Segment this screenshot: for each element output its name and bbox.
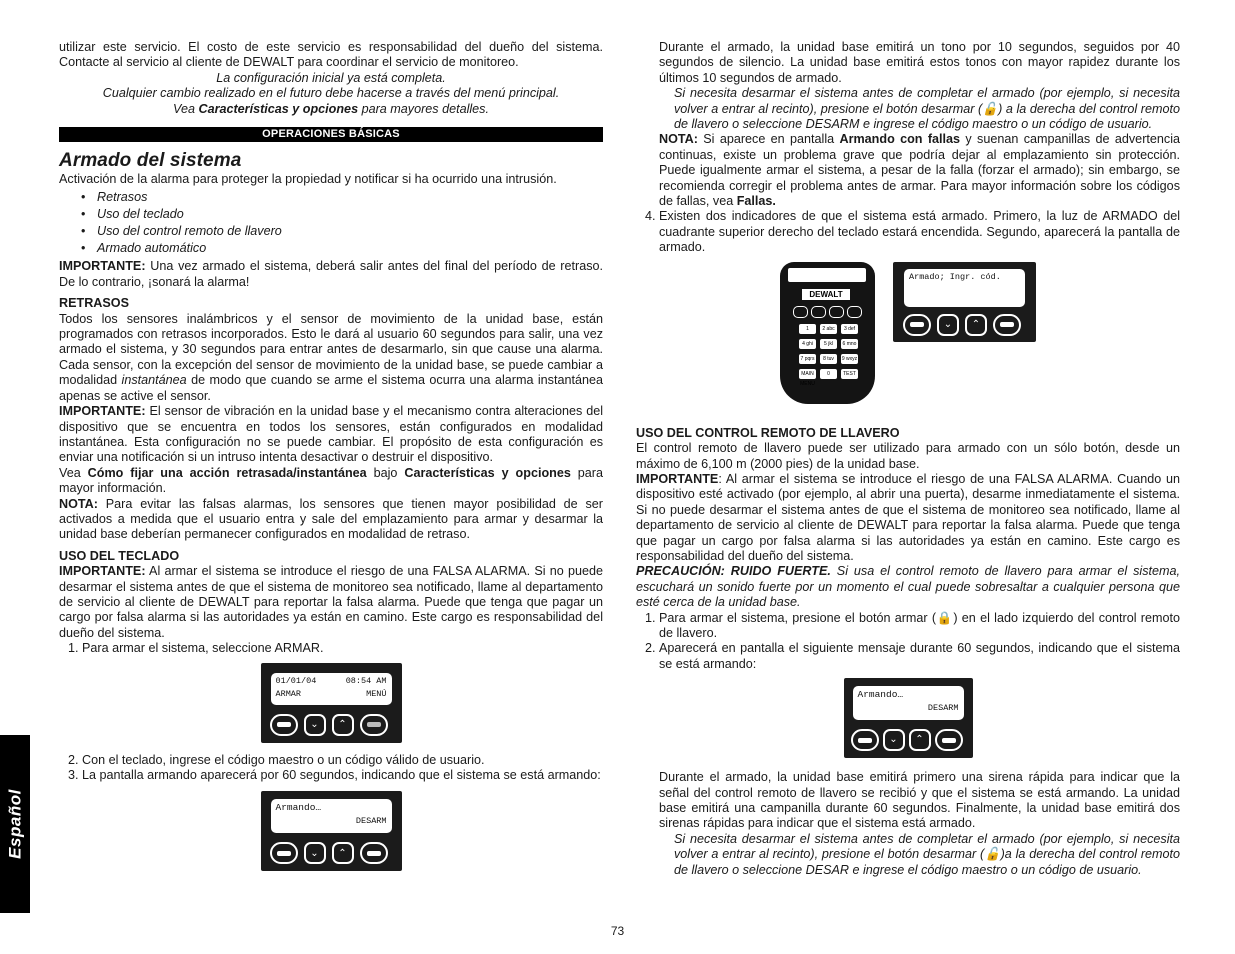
right-softkey-button[interactable]: [993, 314, 1021, 336]
chevron-up-icon: ⌃: [338, 847, 347, 859]
retrasos-heading: RETRASOS: [59, 296, 129, 311]
up-arrow-button[interactable]: [909, 729, 931, 751]
lock-closed-icon: 🔒: [936, 610, 954, 625]
language-side-tab: Español: [0, 735, 30, 913]
lcd-display-armar: [261, 663, 402, 743]
keypad-nav-button[interactable]: [793, 306, 808, 318]
lock-icon: 🔓: [984, 847, 1001, 862]
list-item: • Armado automático: [97, 240, 603, 257]
keypad-screen: [788, 268, 866, 282]
keypad-key[interactable]: MAIN MENU: [800, 370, 815, 387]
keypad-nav-button[interactable]: [811, 306, 826, 318]
keypad-device: [780, 262, 875, 404]
intro-paragraph: utilizar este servicio. El costo de este servicio es responsabilidad del dueño del sistema. Contacte al servicio al cliente de DEWALT para coordinar el servicio de monitoreo.: [59, 40, 603, 70]
bullet-list: [59, 189, 603, 257]
caution-loud-noise: PRECAUCIÓN: RUIDO FUERTE. Si usa el control remoto de llavero para armar el sistema, escuchará un sonido fuerte por un momento el cual puede sobresaltar a cualquier persona que esté cerca de la unidad base.: [636, 564, 1180, 610]
keypad-steps: [59, 641, 603, 656]
section-bar: OPERACIONES BÁSICAS: [59, 127, 603, 142]
lcd-screen: Armado; Ingr. cód.: [904, 269, 1025, 307]
keypad-keys: [799, 324, 858, 387]
chevron-down-icon: ⌄: [943, 318, 953, 330]
see-delay-config: Vea Cómo fijar una acción retrasada/instantánea bajo Características y opciones para mayor información.: [59, 465, 603, 496]
keypad-key[interactable]: TEST: [841, 369, 858, 379]
right-column: [636, 40, 1180, 878]
list-item: • Uso del control remoto de llavero: [97, 223, 603, 240]
keypad-key[interactable]: 5 jkl: [820, 339, 837, 349]
lcd-menu-label: MENÚ: [366, 688, 387, 699]
down-arrow-button[interactable]: [304, 714, 326, 736]
chevron-down-icon: ⌄: [310, 847, 319, 859]
step-4: 4. Existen dos indicadores de que el sistema está armado. Primero, la luz de ARMADO del cuadrante superior derecho del teclado estará encendida. Segundo, aparecerá la pantalla de armado.: [659, 209, 1180, 255]
activation-text: Activación de la alarma para proteger la propiedad y notificar si ha ocurrido una intrusión.: [59, 172, 557, 187]
chevron-up-icon: ⌃: [915, 734, 924, 746]
left-softkey-button[interactable]: [903, 314, 931, 336]
down-arrow-button[interactable]: [883, 729, 905, 751]
keypad-key[interactable]: 8 tuv: [820, 354, 837, 364]
keypad-key[interactable]: 6 mno: [842, 340, 857, 347]
list-item: • Uso del teclado: [97, 206, 603, 223]
step-3: 3. La pantalla armando aparecerá por 60 segundos, indicando que el sistema se está armando:: [82, 768, 603, 783]
left-softkey-button[interactable]: [270, 714, 298, 736]
lcd-screen: 01/01/04 08:54 AM ARMAR MENÚ: [271, 673, 392, 705]
right-softkey-button[interactable]: [935, 729, 963, 751]
important-exit: IMPORTANTE: Una vez armado el sistema, deberá salir antes del final del período de retraso. De lo contrario, ¡sonará la alarma!: [59, 259, 603, 289]
dewalt-logo: DEWALT: [802, 289, 850, 300]
list-item: • Retrasos: [97, 189, 603, 206]
keypad-key[interactable]: 3 def: [841, 324, 858, 334]
lcd-screen: Armando… DESARM: [853, 686, 964, 720]
config-done: La configuración inicial ya está completa.: [216, 70, 446, 85]
config-change: Cualquier cambio realizado en el futuro debe hacerse a través del menú principal.: [102, 86, 560, 101]
teclado-heading: USO DEL TECLADO: [59, 548, 180, 563]
keypad-steps-continued: [59, 753, 603, 784]
siren-text: Durante el armado, la unidad base emitirá primero una sirena rápida para indicar que la señal del control remoto de llavero se recibió y que el sistema se está armando. La unidad base emitirá una campanilla durante 60 segundos. Finalmente, la unidad base emitirá dos sirenas rápidas para indicar que el sistema está armado.: [659, 770, 1180, 831]
note-false-alarms: NOTA: Para evitar las falsas alarmas, los sensores que tienen mayor posibilidad de ser activados a medida que el usuario entra y sale del emplazamiento para armar y desarmar la unidad base deberían permanecer configurados en modalidad de retraso.: [59, 496, 603, 542]
remote-heading: USO DEL CONTROL REMOTO DE LLAVERO: [636, 425, 900, 440]
chevron-up-icon: ⌃: [971, 318, 981, 330]
right-softkey-button[interactable]: [360, 714, 388, 736]
disarm-note-2: Si necesita desarmar el sistema antes de completar el armado (por ejemplo, si necesita volver a entrar al recinto), presione el botón desarmar (🔓)a la derecha del control remoto de llavero o seleccione DESAR e ingrese el código maestro o un código de usuario.: [674, 831, 1181, 877]
up-arrow-button[interactable]: [332, 714, 354, 736]
chevron-down-icon: ⌄: [889, 734, 898, 746]
keypad-steps-4: [636, 209, 1180, 255]
important-vibration: IMPORTANTE: El sensor de vibración en la unidad base y el mecanismo contra alteraciones del dispositivo que se encuentra en todos los sensores, están configurados en modalidad instantánea. Esta configuración no se puede cambiar. El propósito de esta configuración es enviar una notificación si un intruso intenta desactivar o destruir el dispositivo.: [59, 404, 603, 465]
up-arrow-button[interactable]: [965, 314, 987, 336]
remote-step-2: 2. Aparecerá en pantalla el siguiente mensaje durante 60 segundos, indicando que el sistema se está armando:: [659, 641, 1180, 672]
step-2: 2. Con el teclado, ingrese el código maestro o un código válido de usuario.: [82, 753, 603, 768]
retrasos-text: Todos los sensores inalámbricos y el sensor de movimiento de la unidad base, están programados con retrasos incorporados. Esto le dará al usuario 60 segundos para salir, una vez armado el sistema, y 30 segundos para entrar antes de desarmarlo, sin que cause una alarma. Cada sensor, con la excepción del sensor de movimiento de la unidad base, se puede cambiar a modalidad instantánea de modo que cuando se arme el sistema ocurra una alarma instantánea apenas se active el sensor.: [59, 311, 603, 403]
left-softkey-button[interactable]: [270, 842, 298, 864]
keypad-key[interactable]: 9 wxyz: [841, 355, 858, 362]
page-number: 73: [610, 924, 625, 938]
remote-steps: [636, 611, 1180, 673]
config-see: Vea Características y opciones para mayores detalles.: [173, 101, 489, 116]
lcd-display-armado: [893, 262, 1036, 342]
arming-tone-text: Durante el armado, la unidad base emitirá un tono por 10 segundos, seguidos por 40 segundos de silencio. La unidad base emitirá estos tonos con mayor rapidez durante los últimos 10 segundos de armado.: [659, 40, 1180, 85]
keypad-nav-button[interactable]: [847, 306, 862, 318]
lock-icon: 🔓: [982, 101, 999, 116]
right-softkey-button[interactable]: [360, 842, 388, 864]
keypad-nav-button[interactable]: [829, 306, 844, 318]
lcd-armar-label: ARMAR: [275, 688, 302, 699]
features-link-text: Características y opciones: [198, 101, 359, 116]
chevron-down-icon: ⌄: [310, 718, 319, 730]
lcd-display-armando: [261, 791, 402, 871]
down-arrow-button[interactable]: [937, 314, 959, 336]
left-column: [59, 40, 603, 871]
remote-step-1: 1. Para armar el sistema, presione el botón armar (🔒) en el lado izquierdo del control remoto de llavero.: [659, 611, 1180, 642]
keypad-key[interactable]: 0: [820, 369, 837, 379]
note-faults: NOTA: Si aparece en pantalla Armando con fallas y suenan campanillas de advertencia continuas, existe un problema grave que podría dejar al emplazamiento sin protección. Puede igualmente armar el sistema, a pesar de la falla (forzar el armado); sin embargo, se recomienda corregir el problema antes de armar. Para mayor información sobre los códigos de fallas, vea Fallas.: [659, 132, 1180, 209]
remote-text: El control remoto de llavero puede ser utilizado para armado con un sólo botón, desde un máximo de 6,100 m (2000 pies) de la unidad base.: [636, 441, 1180, 471]
step-1: 1. Para armar el sistema, seleccione ARMAR.: [82, 641, 603, 656]
important-remote: IMPORTANTE: Al armar el sistema se introduce el riesgo de una FALSA ALARMA. Cuando un dispositivo esté activado (por ejemplo, al abrir una puerta), desarme inmediatamente el sistema. Si no puede desarmar el sistema antes de que el sistema de monitoreo sea notificado, llame al departamento de servicio al cliente de DEWALT para reportar la falsa alarma. Puede que tenga que pagar un cargo por falsa alarma si las autoridades ya están en camino. Este cargo es responsabilidad del dueño del sistema.: [636, 471, 1180, 563]
important-keypad: IMPORTANTE: Al armar el sistema se introduce el riesgo de una FALSA ALARMA. Si no puede desarmar el sistema antes de que el sistema de monitoreo sea notificado, llame al departamento de servicio al cliente de DEWALT para reportar la falsa alarma. Puede que tenga que pagar un cargo por falsa alarma si las autoridades ya están en camino. Este cargo es responsabilidad del dueño del sistema.: [59, 564, 603, 640]
chevron-up-icon: ⌃: [338, 718, 347, 730]
lcd-display-armando-remote: [844, 678, 973, 758]
up-arrow-button[interactable]: [332, 842, 354, 864]
keypad-key[interactable]: 2 abc: [820, 324, 837, 334]
lcd-screen: Armando… DESARM: [271, 799, 392, 833]
down-arrow-button[interactable]: [304, 842, 326, 864]
armed-indicators-figure: [636, 262, 1180, 404]
section-title: Armado del sistema: [59, 150, 242, 172]
disarm-note-1: Si necesita desarmar el sistema antes de completar el armado (por ejemplo, si necesita volver a entrar al recinto), presione el botón desarmar (🔓) a la derecha del control remoto de llavero o seleccione DESARM e ingrese el código maestro o un código de usuario.: [674, 86, 1181, 132]
keypad-key[interactable]: 4 ghi: [799, 339, 816, 349]
keypad-key[interactable]: 1: [799, 324, 816, 334]
left-softkey-button[interactable]: [851, 729, 879, 751]
keypad-key[interactable]: 7 pqrs: [800, 355, 815, 362]
